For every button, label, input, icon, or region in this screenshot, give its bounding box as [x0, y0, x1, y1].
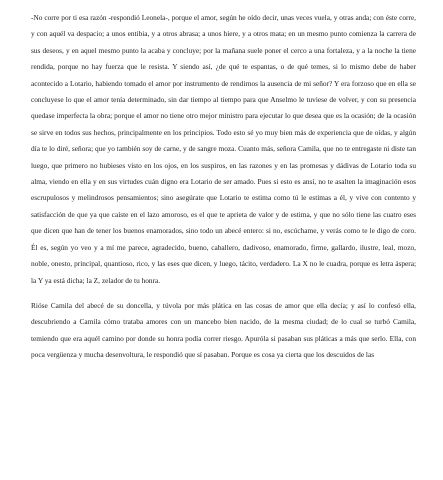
paragraph-camila-laughs: Rióse Camila del abecé de su doncella, y túvola por más plática en las cosas de amor que ella decía; y así lo confesó ella, descubriendo a Camila cómo trataba amores con un mancebo bien nacido, de la mesma ciudad; de lo cual se turbó Camila, temiendo que era aquél camino por donde su honra podía correr riesgo. Apuróla si pasaban sus pláticas a más que serlo. Ella, con poca vergüenza y mucha desenvoltura, le respondió que sí pasaban. Porque es cosa ya cierta que los descuidos de las: [31, 300, 416, 360]
paragraph-leonela-speech: -No corre por ti esa razón -respondió Leonela-, porque el amor, según he oído decir, unas veces vuela, y otras anda; con éste corre, y con aquél va despacio; a unos entibia, y a otros abrasa; a unos hiere, y a otros mata; en un mesmo punto comienza la carrera de sus deseos, y en aquel mesmo punto la acaba y concluye; por la mañana suele poner el cerco a una fortaleza, y a la noche la tiene rendida, porque no hay fuerza que le resista. Y siendo así, ¿de qué te espantas, o de qué temes, si lo mismo debe de haber acontecido a Lotario, habiendo tomado el amor por instrumento de rendirnos la ausencia de mi señor? Y era forzoso que en ella se concluyese lo que el amor tenía determinado, sin dar tiempo al tiempo para que Anselmo le tuviese de volver, y con su presencia quedase imperfecta la obra; porque el amor no tiene otro mejor ministro para ejecutar lo que desea que es la ocasión; de la ocasión se sirve en todos sus hechos, principalmente en los principios. Todo esto sé yo muy bien más de experiencia que de oídas, y algún día te lo diré, señora; que yo también soy de carne, y de sangre moza. Cuanto más, señora Camila, que no te entregaste ni diste tan luego, que primero no hubieses visto en los ojos, en los suspiros, en las razones y en las promesas y dádivas de Lotario toda su alma, viendo en ella y en sus virtudes cuán digno era Lotario de ser amado. Pues si esto es ansí, no te asalten la imaginación esos escrupulosos y melindrosos pensamientos; sino asegúrate que Lotario te estima como tú le estimas a él, y vive con contento y satisfacción de que ya que caíste en el lazo amoroso, es el que te aprieta de valor y de estima, y que no sólo tiene las cuatro eses que dicen que han de tener los buenos enamorados, sino todo un abecé entero: si no, escúchame, y verás como te le digo de coro. Él es, según yo veo y a mí me parece, agradecido, bueno, caballero, dadivoso, enamorado, firme, gallardo, ilustre, leal, mozo, noble, onesto, principal, quantioso, rico, y las eses que dicen, y luego, tácito, verdadero. La X no le cuadra, porque es letra áspera; la Y ya está dicha; la Z, zelador de tu honra.: [31, 13, 416, 285]
